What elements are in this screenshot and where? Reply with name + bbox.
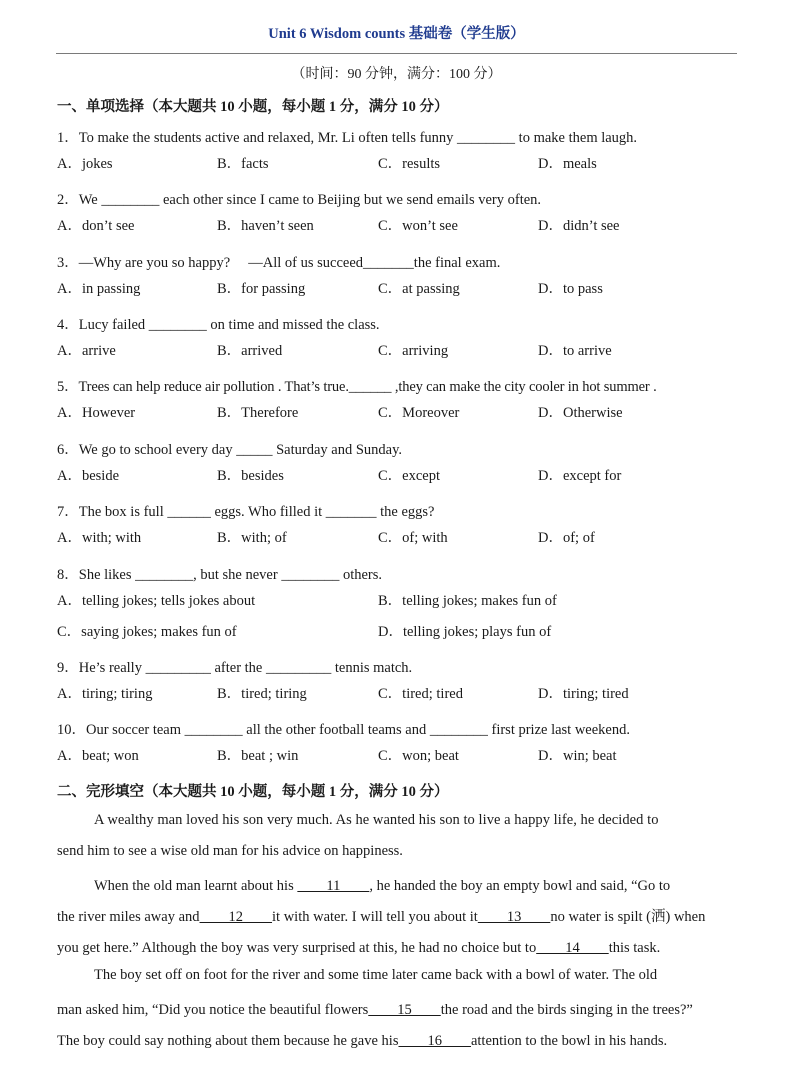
blank-11: 11 [297, 878, 370, 894]
option-d: D．to arrive [538, 343, 612, 359]
question-3-stem: 3．—Why are you so happy? —All of us succeed_______the final exam. [57, 255, 501, 271]
cloze-paragraph-1-line-2: send him to see a wise old man for his advice on happiness. [57, 843, 403, 859]
option-b: B．with; of [217, 530, 287, 546]
question-7-options [57, 526, 757, 546]
option-a: A．jokes [57, 156, 113, 172]
text-segment: attention to the bowl in his hands. [470, 1033, 668, 1049]
option-c: C．won; beat [378, 748, 459, 764]
option-c: C．except [378, 468, 441, 484]
option-d: D．meals [538, 156, 597, 172]
text-segment: When the old man learnt about his [94, 878, 298, 894]
option-a: A．don’t see [57, 218, 135, 234]
text-segment: The boy could say nothing about them because he gave his [57, 1033, 399, 1049]
cloze-paragraph-3-line-2 [57, 998, 738, 1019]
question-4-stem: 4．Lucy failed ________ on time and missed the class. [57, 317, 380, 333]
option-a: A．arrive [57, 343, 116, 359]
cloze-paragraph-2-line-1 [94, 874, 738, 895]
option-b: B．haven’t seen [217, 218, 314, 234]
question-10-options [57, 744, 757, 764]
text-segment: the road and the birds singing in the trees?” [440, 1002, 693, 1018]
text-segment: , he handed the boy an empty bowl and said, “Go to [369, 878, 671, 894]
option-c: C．won’t see [378, 218, 458, 234]
question-1-stem: 1．To make the students active and relaxed, Mr. Li often tells funny ________ to make them laugh. [57, 130, 638, 146]
option-b: B．facts [217, 156, 269, 172]
option-c: C．results [378, 156, 441, 172]
header-divider [56, 53, 737, 54]
question-5-options [57, 401, 757, 421]
text-segment: it with water. I will tell you about it [272, 909, 478, 925]
option-a: A．beat; won [57, 748, 139, 764]
question-8-stem: 8．She likes ________, but she never ________ others. [57, 567, 383, 583]
option-d: D．telling jokes; plays fun of [378, 624, 552, 640]
option-d: D．Otherwise [538, 405, 623, 421]
cloze-paragraph-2-line-2 [57, 905, 738, 926]
option-d: D．except for [538, 468, 622, 484]
option-b: B．arrived [217, 343, 283, 359]
question-4-options [57, 339, 757, 359]
option-c: C．arriving [378, 343, 449, 359]
option-c: C．of; with [378, 530, 448, 546]
text-segment: the river miles away and [57, 909, 200, 925]
text-segment: no water is spilt (洒) when [550, 909, 706, 925]
question-6-stem: 6．We go to school every day _____ Saturday and Sunday. [57, 442, 403, 458]
question-6-options [57, 464, 757, 484]
cloze-paragraph-2-line-3 [57, 936, 738, 957]
section1-heading: 一、单项选择（本大题共 10 小题，每小题 1 分，满分 10 分） [57, 99, 449, 115]
cloze-paragraph-3-line-3 [57, 1029, 738, 1050]
option-b: B．beat ; win [217, 748, 299, 764]
option-d: D．to pass [538, 281, 603, 297]
question-8-options-row1 [57, 589, 757, 609]
question-7-stem: 7．The box is full ______ eggs. Who filled it _______ the eggs? [57, 504, 435, 520]
exam-time-score: （时间：90 分钟，满分：100 分） [291, 67, 502, 82]
question-5-stem: 5．Trees can help reduce air pollution . That’s true.______ ,they can make the city cooler in hot summer . [57, 379, 657, 395]
blank-13: 13 [477, 909, 551, 925]
option-d: D．win; beat [538, 748, 617, 764]
option-c: C．saying jokes; makes fun of [57, 624, 237, 640]
question-10-stem: 10．Our soccer team ________ all the other football teams and ________ first prize last weekend. [57, 722, 630, 738]
question-3-options [57, 277, 757, 297]
option-b: B．telling jokes; makes fun of [378, 593, 557, 609]
option-c: C．tired; tired [378, 686, 463, 702]
blank-15: 15 [368, 1002, 441, 1018]
question-9-options [57, 682, 757, 702]
page-title: Unit 6 Wisdom counts 基础卷（学生版） [268, 26, 525, 42]
option-a: A．tiring; tiring [57, 686, 153, 702]
option-a: A．in passing [57, 281, 141, 297]
question-9-stem: 9．He’s really _________ after the _________ tennis match. [57, 660, 413, 676]
blank-14: 14 [536, 940, 609, 956]
option-c: C．at passing [378, 281, 460, 297]
question-2-stem: 2．We ________ each other since I came to Beijing but we send emails very often. [57, 192, 542, 208]
text-segment: you get here.” Although the boy was very surprised at this, he had no choice but to [57, 940, 537, 956]
blank-16: 16 [398, 1033, 471, 1049]
option-a: A．However [57, 405, 136, 421]
option-b: B．Therefore [217, 405, 299, 421]
option-b: B．besides [217, 468, 284, 484]
option-a: A．beside [57, 468, 120, 484]
text-segment: man asked him, “Did you notice the beautiful flowers [57, 1002, 369, 1018]
text-segment: this task. [608, 940, 661, 956]
option-d: D．didn’t see [538, 218, 620, 234]
cloze-paragraph-3-line-1: The boy set off on foot for the river and some time later came back with a bowl of water. The old [94, 967, 658, 983]
option-c: C．Moreover [378, 405, 460, 421]
option-b: B．tired; tiring [217, 686, 307, 702]
option-a: A．telling jokes; tells jokes about [57, 593, 256, 609]
option-d: D．of; of [538, 530, 595, 546]
section2-heading: 二、完形填空（本大题共 10 小题，每小题 1 分，满分 10 分） [57, 784, 449, 800]
option-a: A．with; with [57, 530, 142, 546]
option-d: D．tiring; tired [538, 686, 629, 702]
question-8-options-row2 [57, 620, 757, 640]
option-b: B．for passing [217, 281, 306, 297]
blank-12: 12 [199, 909, 273, 925]
question-1-options [57, 152, 757, 172]
cloze-paragraph-1-line-1: A wealthy man loved his son very much. As he wanted his son to live a happy life, he decided to [94, 812, 659, 828]
question-2-options [57, 214, 757, 234]
